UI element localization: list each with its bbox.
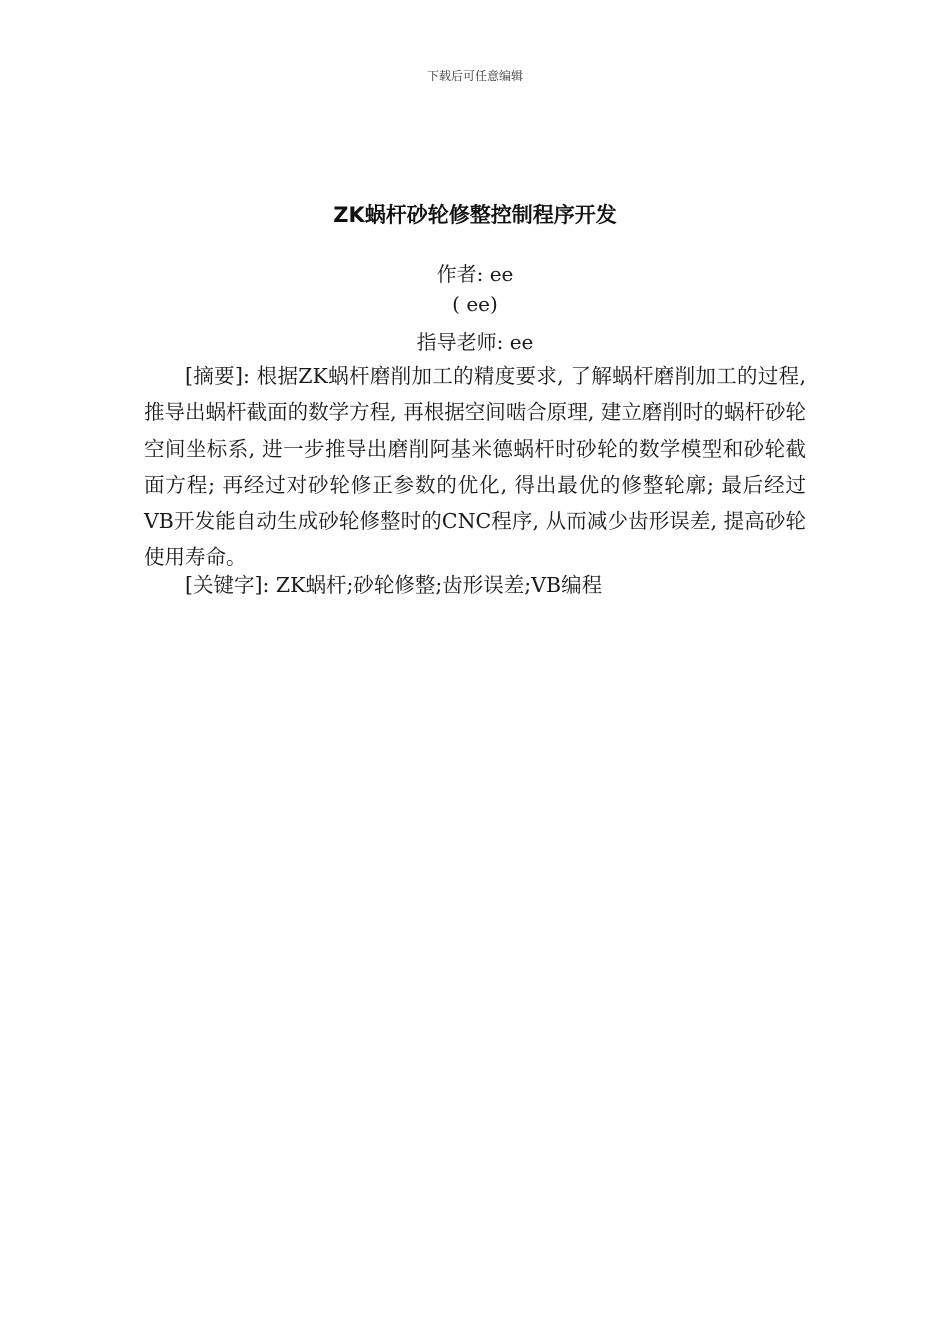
keywords-paragraph: [关键字]: ZK蜗杆;砂轮修整;齿形误差;VB编程	[185, 573, 603, 597]
page-header-note: 下载后可任意编辑	[426, 69, 523, 83]
affiliation-line: ( ee)	[452, 292, 498, 316]
advisor-line: 指导老师: ee	[416, 330, 534, 354]
abstract-paragraph: [摘要]: 根据ZK蜗杆磨削加工的精度要求, 了解蜗杆磨削加工的过程, 推导出蜗杆截面的数学方程, 再根据空间啮合原理, 建立磨削时的蜗杆砂轮空间坐标系, 进一步推导出磨削阿基米德蜗杆时砂轮的数学模型和砂轮截面方程; 再经过对砂轮修正参数的优化, 得出最优的修整轮廓; 最后经过VB开发能自动生成砂轮修整时的CNC程序, 从而减少齿形误差, 提高砂轮使用寿命。	[144, 364, 806, 570]
paper-title: ZK蜗杆砂轮修整控制程序开发	[333, 203, 617, 227]
author-line: 作者: ee	[436, 262, 514, 286]
